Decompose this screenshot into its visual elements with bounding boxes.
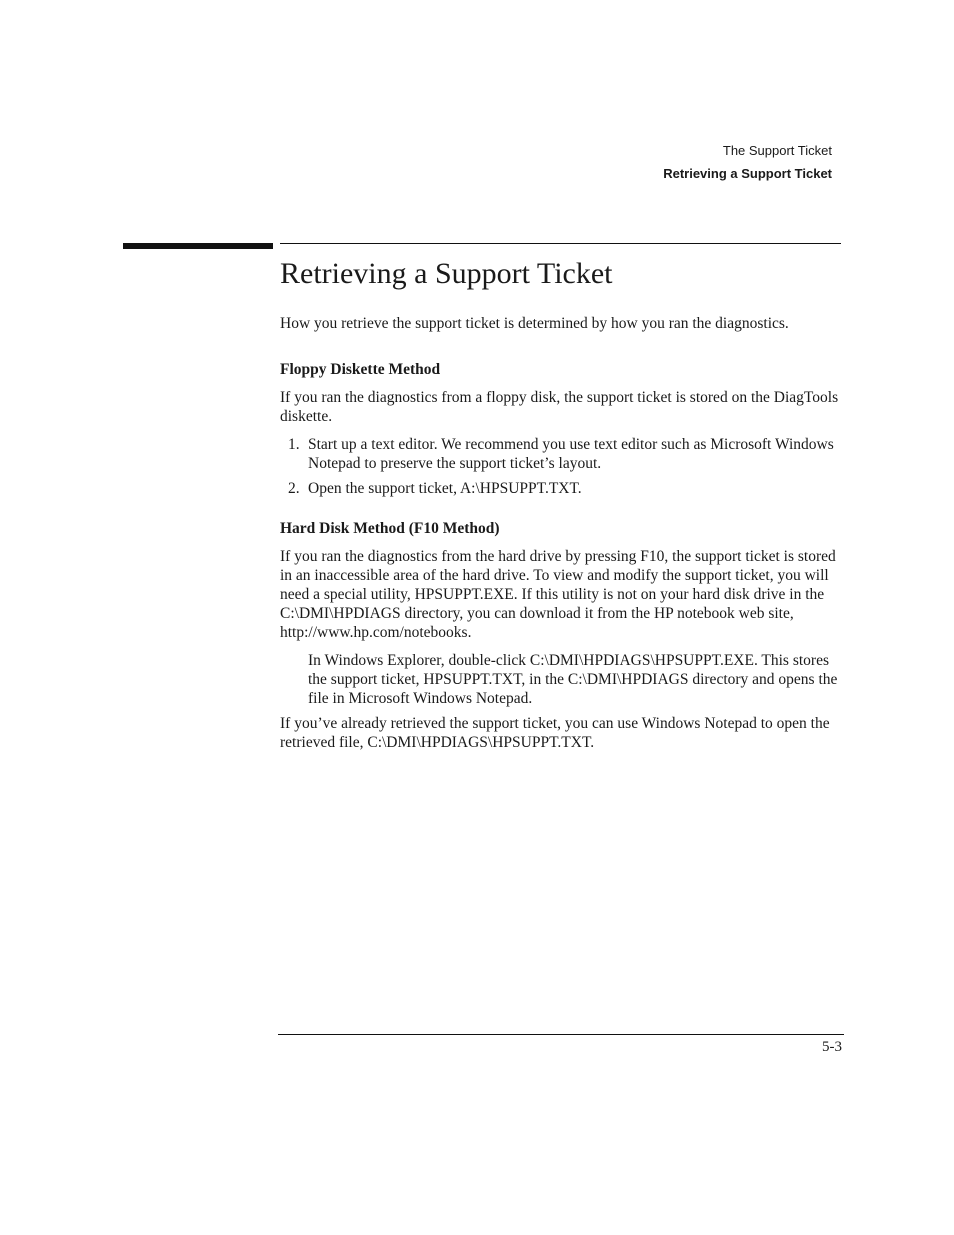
list-item [280, 479, 840, 498]
hard-disk-method-heading: Hard Disk Method (F10 Method) [280, 520, 500, 537]
running-header-section: Retrieving a Support Ticket [663, 166, 832, 181]
footer-rule [278, 1034, 844, 1035]
step-text: Start up a text editor. We recommend you use text editor such as Microsoft Windows Notepad to preserve the support ticket’s layout. [308, 436, 834, 472]
step-text: Open the support ticket, A:\HPSUPPT.TXT. [308, 480, 582, 497]
step-number: 2. [288, 480, 300, 497]
hard-disk-method-paragraph: If you ran the diagnostics from the hard drive by pressing F10, the support ticket is stored in an inaccessible area of the hard drive. To view and modify the support ticket, you will need a special utility, HPSUPPT.EXE. If this utility is not on your hard disk drive in the C:\DMI\HPDIAGS directory, you can download it from the HP notebook web site, http://www.hp.com/notebooks. [280, 548, 836, 641]
intro-paragraph: How you retrieve the support ticket is determined by how you ran the diagnostics. [280, 315, 789, 332]
running-header-chapter: The Support Ticket [722, 143, 832, 158]
page-number: 5-3 [822, 1039, 842, 1055]
list-item [280, 435, 840, 473]
main-content [280, 252, 840, 752]
floppy-method-heading: Floppy Diskette Method [280, 361, 441, 378]
floppy-method-paragraph: If you ran the diagnostics from a floppy disk, the support ticket is stored on the DiagTools diskette. [280, 389, 839, 425]
already-retrieved-paragraph: If you’ve already retrieved the support ticket, you can use Windows Notepad to open the retrieved file, C:\DMI\HPDIAGS\HPSUPPT.TXT. [280, 715, 830, 751]
page-title: Retrieving a Support Ticket [280, 257, 613, 290]
section-marker-rule [123, 243, 273, 249]
floppy-steps-list [280, 435, 840, 498]
title-rule [280, 243, 841, 244]
hard-disk-instruction: In Windows Explorer, double-click C:\DMI\HPDIAGS\HPSUPPT.EXE. This stores the support ticket, HPSUPPT.TXT, in the C:\DMI\HPDIAGS directory and opens the file in Microsoft Windows Notepad. [308, 652, 838, 707]
step-number: 1. [288, 436, 300, 453]
running-header [663, 139, 832, 185]
